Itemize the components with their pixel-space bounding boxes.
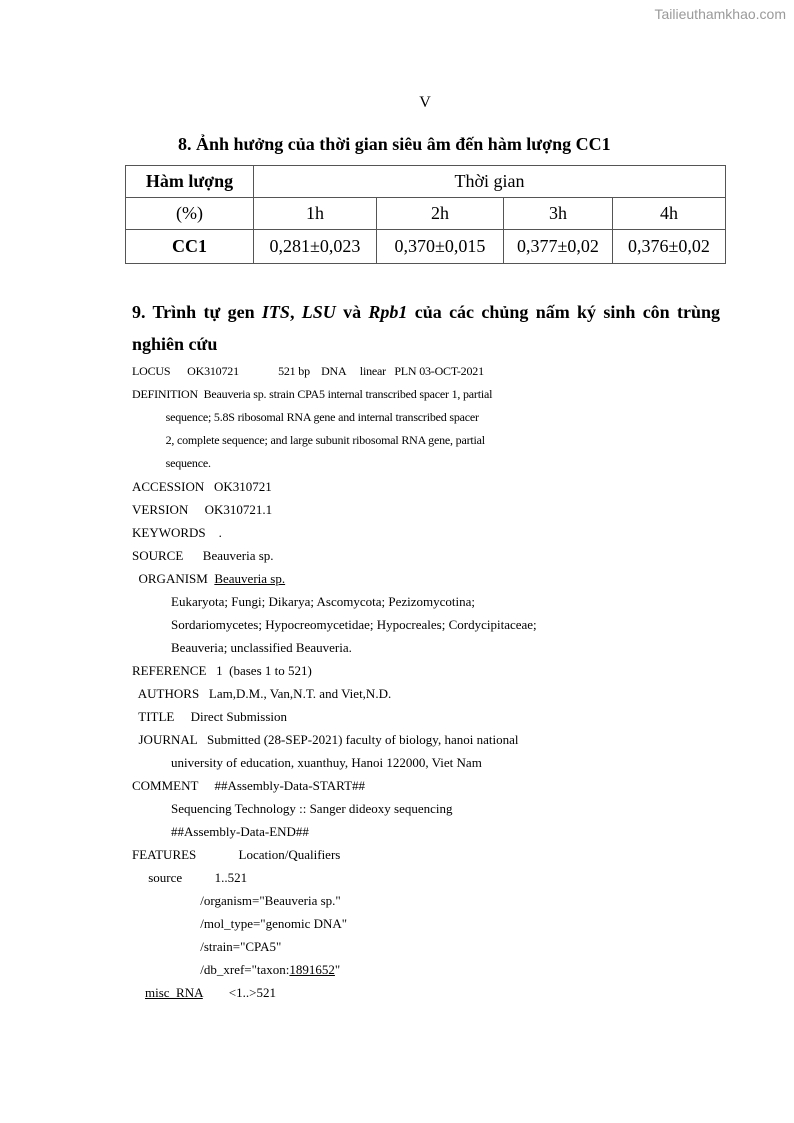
watermark: Tailieuthamkhao.com [654,6,786,22]
dbxref-line: /db_xref="taxon:1891652" [132,962,341,977]
comment-line: Sequencing Technology :: Sanger dideoxy sequencing [132,801,453,816]
section-9-title: 9. Trình tự gen ITS, LSU và Rpb1 của các chủng nấm ký sinh côn trùng nghiên cứu [132,302,721,354]
page-number: V [419,94,431,111]
cell-cc1-4h: 0,376±0,02 [613,230,726,264]
time-header: Thời gian [254,166,726,198]
journal-line: university of education, xuanthuy, Hanoi 122000, Viet Nam [132,755,482,770]
ultrasound-time-table [125,165,726,264]
row-header-unit: (%) [126,198,254,230]
reference-line: REFERENCE 1 (bases 1 to 521) [132,663,312,678]
col-1h: 1h [254,198,377,230]
cell-cc1-1h: 0,281±0,023 [254,230,377,264]
genbank-record [132,360,772,1004]
source-line: SOURCE Beauveria sp. [132,548,274,563]
misc-rna-link[interactable]: misc_RNA [145,985,203,1000]
taxonomy-line: Sordariomycetes; Hypocreomycetidae; Hypocreales; Cordycipitaceae; [132,617,537,632]
authors-line: AUTHORS Lam,D.M., Van,N.T. and Viet,N.D. [132,686,392,701]
source-feature-line: source 1..521 [132,870,248,885]
journal-line: JOURNAL Submitted (28-SEP-2021) faculty of biology, hanoi national [132,732,519,747]
organism-link[interactable]: Beauveria sp. [214,571,286,586]
taxonomy-line: Eukaryota; Fungi; Dikarya; Ascomycota; Pezizomycotina; [132,594,475,609]
row-label-cc1: CC1 [126,230,254,264]
definition-line: sequence; 5.8S ribosomal RNA gene and internal transcribed spacer [132,410,479,424]
features-line: FEATURES Location/Qualifiers [132,847,341,862]
version-line: VERSION OK310721.1 [132,502,273,517]
qualifier-line: /mol_type="genomic DNA" [132,916,348,931]
taxonomy-line: Beauveria; unclassified Beauveria. [132,640,352,655]
locus-line: LOCUS OK310721 521 bp DNA linear PLN 03-OCT-2021 [132,364,484,378]
qualifier-line: /strain="CPA5" [132,939,282,954]
cell-cc1-3h: 0,377±0,02 [504,230,613,264]
cell-cc1-2h: 0,370±0,015 [377,230,504,264]
keywords-line: KEYWORDS . [132,525,222,540]
organism-line: ORGANISM Beauveria sp. [132,571,286,586]
row-header-content: Hàm lượng [126,166,254,198]
comment-line: COMMENT ##Assembly-Data-START## [132,778,366,793]
qualifier-line: /organism="Beauveria sp." [132,893,341,908]
definition-line: sequence. [132,456,211,470]
col-3h: 3h [504,198,613,230]
misc-rna-line: misc_RNA <1..>521 [145,985,276,1000]
title-line: TITLE Direct Submission [132,709,288,724]
taxon-link[interactable]: 1891652 [289,962,335,977]
col-2h: 2h [377,198,504,230]
accession-line: ACCESSION OK310721 [132,479,272,494]
definition-line: DEFINITION Beauveria sp. strain CPA5 internal transcribed spacer 1, partial [132,387,493,401]
definition-line: 2, complete sequence; and large subunit ribosomal RNA gene, partial [132,433,485,447]
col-4h: 4h [613,198,726,230]
comment-line: ##Assembly-Data-END## [132,824,309,839]
section-8-title: 8. Ảnh hưởng của thời gian siêu âm đến hàm lượng CC1 [178,134,611,154]
